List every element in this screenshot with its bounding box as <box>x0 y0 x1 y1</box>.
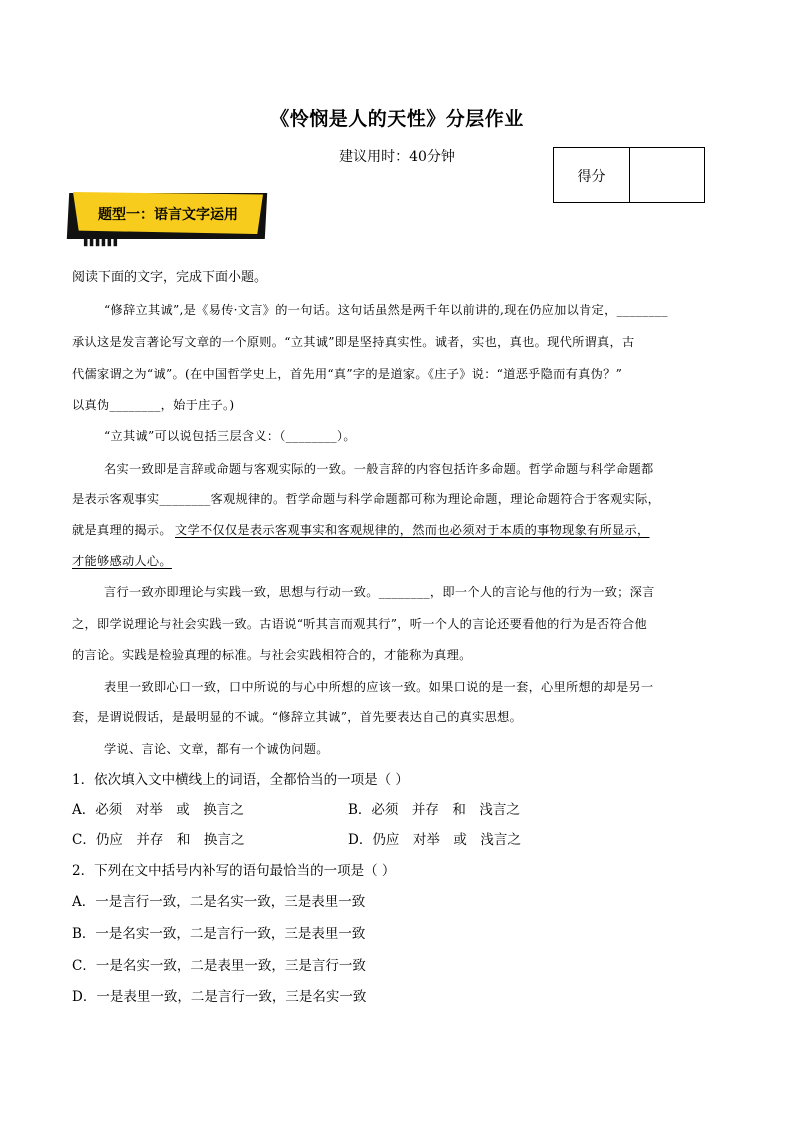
passage-line: 学说、言论、文章，都有一个诚伪问题。 <box>104 742 329 756</box>
question-option: A．一是言行一致，二是名实一致，三是表里一致 <box>72 894 366 910</box>
passage-line: 的言论。实践是检验真理的标准。与社会实践相符合的，才能称为真理。 <box>72 648 472 662</box>
question-option: D．一是表里一致，二是言行一致，三是名实一致 <box>72 989 367 1005</box>
passage-line: 名实一致即是言辞或命题与客观实际的一致。一般言辞的内容包括许多命题。哲学命题与科学命题都 <box>104 462 654 476</box>
question-stem: 1．依次填入文中横线上的词语，全都恰当的一项是（ ） <box>72 772 409 788</box>
passage-line: 代儒家谓之为“诚”。(在中国哲学史上，首先用“真”字的是道家。《庄子》说：“道恶乎隐而有真伪？” <box>72 367 623 381</box>
time-label: 建议用时：40分钟 <box>339 149 455 165</box>
section-label: 题型一：语言文字运用 <box>98 207 238 223</box>
question-option: A．必须 对举 或 换言之 <box>72 802 244 818</box>
question-option: D．仍应 对举 或 浅言之 <box>348 832 521 848</box>
question-option: B．一是名实一致，二是言行一致，三是表里一致 <box>72 926 366 942</box>
passage-line: “修辞立其诚”,是《易传·文言》的一句话。这句话虽然是两千年以前讲的,现在仍应加以肯定，________ <box>104 303 668 317</box>
passage-line: 表里一致即心口一致，口中所说的与心中所想的应该一致。如果口说的是一套，心里所想的却是另一 <box>104 680 654 694</box>
underlined-sentence: 才能够感动人心。 <box>72 554 172 568</box>
score-label: 得分 <box>577 169 606 185</box>
question-option: B．必须 并存 和 浅言之 <box>348 802 520 818</box>
passage-line: 以真伪________，始于庄子。) <box>72 398 235 412</box>
passage-line: 承认这是发言著论写文章的一个原则。“立其诚”即是坚持真实性。诚者，实也，真也。现代所谓真，古 <box>72 335 635 349</box>
passage-line: 就是真理的揭示。 <box>72 523 172 537</box>
question-option: C．一是名实一致，二是表里一致，三是言行一致 <box>72 958 366 974</box>
passage-line: 之，即学说理论与社会实践一致。古语说“听其言而观其行”，听一个人的言论还要看他的行为是否符合他 <box>72 617 647 631</box>
passage-line: 是表示客观事实________客观规律的。哲学命题与科学命题都可称为理论命题，理论命题符合于客观实际， <box>72 492 661 506</box>
section-banner-dots: ▌▌▌▌▌▌ <box>84 237 120 247</box>
question-option: C．仍应 并存 和 换言之 <box>72 832 245 848</box>
page-title: 《怜悯是人的天性》分层作业 <box>270 108 524 130</box>
passage-line: 套，是谓说假话，是最明显的不诚。“修辞立其诚”，首先要表达自己的真实思想。 <box>72 710 523 724</box>
instruction: 阅读下面的文字，完成下面小题。 <box>72 270 268 285</box>
score-box-divider <box>629 148 630 202</box>
score-box <box>553 147 705 203</box>
question-stem: 2．下列在文中括号内补写的语句最恰当的一项是（ ） <box>72 863 396 879</box>
underlined-sentence: 文学不仅仅是表示客观事实和客观规律的，然而也必须对于本质的事物现象有所显示， <box>175 523 650 537</box>
passage-line: “立其诚”可以说包括三层含义：（________）。 <box>104 429 356 443</box>
passage-line: 言行一致亦即理论与实践一致，思想与行动一致。________，即一个人的言论与他的行为一致；深言 <box>104 585 655 599</box>
